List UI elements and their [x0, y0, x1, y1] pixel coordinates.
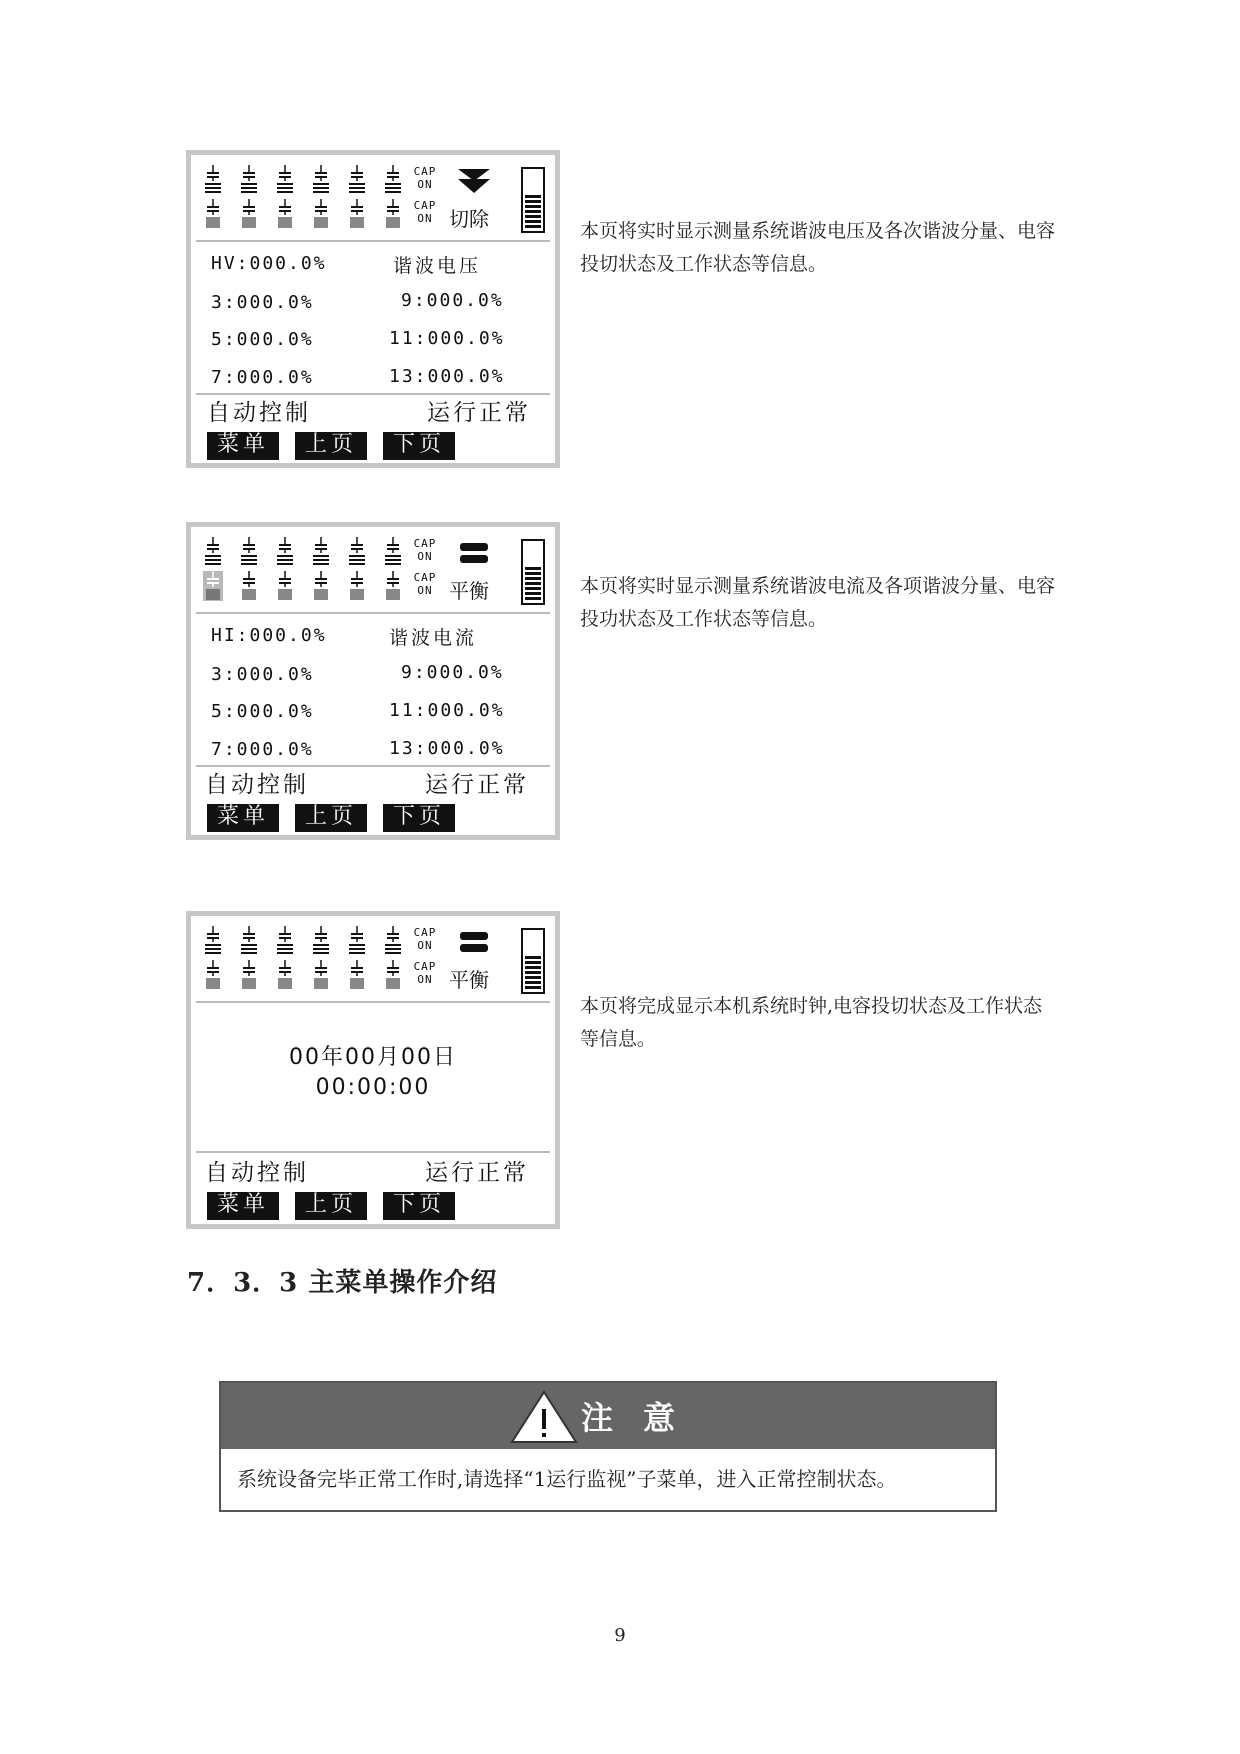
capacitor-icon: [311, 960, 347, 990]
notice-title: 注意: [581, 1399, 706, 1437]
next-page-softkey[interactable]: 下页: [383, 804, 455, 832]
capacitor-icon: [275, 926, 311, 956]
capacitor-icon: [311, 537, 347, 567]
panel-description: 本页将实时显示测量系统谐波电压及各次谐波分量、电容投切状态及工作状态等信息。: [580, 220, 1056, 275]
level-meter-icon: [521, 167, 545, 233]
page-number: 9: [614, 1625, 626, 1646]
capacitor-icon: [239, 571, 275, 601]
harmonic-value-11: 11:000.0%: [389, 328, 505, 349]
harmonic-value-11: 11:000.0%: [389, 700, 505, 721]
capacitor-icon: [275, 537, 311, 567]
capacitor-icon: [239, 199, 275, 229]
harmonic-value-7: 7:000.0%: [211, 367, 314, 388]
balance-icon: [454, 928, 494, 956]
control-state-text: 平衡: [449, 579, 489, 603]
on-label: ON: [417, 584, 433, 597]
divider: [196, 612, 550, 614]
run-status-text: 运行正常: [425, 772, 529, 798]
capacitor-icon: [311, 199, 347, 229]
capacitor-icon: [347, 537, 383, 567]
next-page-softkey[interactable]: 下页: [383, 1192, 455, 1220]
capacitor-icon: [311, 165, 347, 195]
level-meter-icon: [521, 928, 545, 994]
softkey-bar: [207, 804, 471, 832]
cap-on-label: [410, 537, 440, 563]
section-title: 7．3．3 主菜单操作介绍: [187, 1268, 498, 1298]
harmonic-type-label: 谐波电压: [393, 255, 482, 277]
notice-body: 系统设备完毕正常工作时,请选择“1运行监视”子菜单，进入正常控制状态。: [237, 1467, 897, 1491]
balance-icon: [454, 539, 494, 567]
capacitor-status-area: [191, 527, 555, 612]
capacitor-icon: [347, 199, 383, 229]
control-mode-text: 自动控制: [205, 1160, 309, 1186]
capacitor-row-bottom: [203, 571, 419, 601]
harmonic-value-5: 5:000.0%: [211, 329, 314, 350]
run-status-text: 运行正常: [425, 1160, 529, 1186]
harmonic-value-5: 5:000.0%: [211, 701, 314, 722]
cap-on-label: [410, 960, 440, 986]
panel-description: 本页将完成显示本机系统时钟,电容投切状态及工作状态等信息。: [580, 995, 1043, 1050]
harmonic-value-9: 9:000.0%: [401, 290, 504, 311]
harmonic-value-3: 3:000.0%: [211, 664, 314, 685]
capacitor-icon: [203, 926, 239, 956]
lcd-panel-harmonic-current: [186, 522, 560, 840]
on-label: ON: [417, 973, 433, 986]
system-date: 00年00月00日: [289, 1045, 457, 1070]
cap-label: CAP: [413, 199, 437, 212]
capacitor-icon: [347, 926, 383, 956]
level-meter-icon: [521, 539, 545, 605]
capacitor-icon: [347, 960, 383, 990]
capacitor-row-top: [203, 165, 419, 195]
capacitor-row-top: [203, 537, 419, 567]
capacitor-icon: [347, 571, 383, 601]
control-mode-text: 自动控制: [205, 772, 309, 798]
capacitor-icon: [203, 165, 239, 195]
capacitor-icon: [347, 165, 383, 195]
capacitor-row-top: [203, 926, 419, 956]
cap-label: CAP: [413, 926, 437, 939]
divider: [196, 240, 550, 242]
prev-page-softkey[interactable]: 上页: [295, 804, 367, 832]
lcd-panel-harmonic-voltage: [186, 150, 560, 468]
menu-softkey[interactable]: 菜单: [207, 1192, 279, 1220]
menu-softkey[interactable]: 菜单: [207, 804, 279, 832]
capacitor-icon: [239, 960, 275, 990]
capacitor-icon: [275, 571, 311, 601]
lcd-panel-clock: [186, 911, 560, 1229]
cap-label: CAP: [413, 537, 437, 550]
system-time: 00:00:00: [315, 1075, 431, 1100]
capacitor-icon: [275, 199, 311, 229]
harmonic-value-3: 3:000.0%: [211, 292, 314, 313]
capacitor-icon: [311, 571, 347, 601]
harmonic-value-9: 9:000.0%: [401, 662, 504, 683]
prev-page-softkey[interactable]: 上页: [295, 1192, 367, 1220]
harmonic-value-7: 7:000.0%: [211, 739, 314, 760]
cap-label: CAP: [413, 960, 437, 973]
on-label: ON: [417, 212, 433, 225]
capacitor-selected-icon: [203, 571, 223, 601]
arrow-down-icon: [454, 167, 494, 195]
harmonic-total-value: HI:000.0%: [211, 625, 327, 646]
capacitor-status-area: [191, 916, 555, 1001]
divider: [196, 1151, 550, 1153]
softkey-bar: [207, 1192, 471, 1220]
menu-softkey[interactable]: 菜单: [207, 432, 279, 460]
cap-on-label: [410, 199, 440, 225]
cap-on-label: [410, 571, 440, 597]
harmonic-value-13: 13:000.0%: [389, 738, 505, 759]
harmonic-total-value: HV:000.0%: [211, 253, 327, 274]
capacitor-status-area: [191, 155, 555, 240]
capacitor-icon: [275, 165, 311, 195]
harmonic-value-13: 13:000.0%: [389, 366, 505, 387]
next-page-softkey[interactable]: 下页: [383, 432, 455, 460]
control-mode-text: 自动控制: [207, 400, 311, 426]
capacitor-row-bottom: [203, 199, 419, 229]
prev-page-softkey[interactable]: 上页: [295, 432, 367, 460]
capacitor-icon: [311, 926, 347, 956]
notice-box: [219, 1381, 997, 1512]
panel-description: 本页将实时显示测量系统谐波电流及各项谐波分量、电容投功状态及工作状态等信息。: [580, 575, 1056, 630]
capacitor-icon: [203, 199, 239, 229]
softkey-bar: [207, 432, 471, 460]
capacitor-icon: [203, 537, 239, 567]
capacitor-row-bottom: [203, 960, 419, 990]
control-state-text: 切除: [449, 207, 489, 231]
capacitor-icon: [203, 960, 239, 990]
capacitor-icon: [275, 960, 311, 990]
divider: [196, 1001, 550, 1003]
capacitor-icon: [239, 537, 275, 567]
run-status-text: 运行正常: [427, 400, 531, 426]
notice-header: [221, 1383, 995, 1449]
on-label: ON: [417, 939, 433, 952]
cap-on-label: [410, 926, 440, 952]
capacitor-icon: [239, 926, 275, 956]
capacitor-icon: [239, 165, 275, 195]
on-label: ON: [417, 178, 433, 191]
cap-label: CAP: [413, 165, 437, 178]
cap-on-label: [410, 165, 440, 191]
warning-triangle-icon: [509, 1389, 579, 1449]
control-state-text: 平衡: [449, 968, 489, 992]
harmonic-type-label: 谐波电流: [389, 627, 478, 649]
on-label: ON: [417, 550, 433, 563]
cap-label: CAP: [413, 571, 437, 584]
